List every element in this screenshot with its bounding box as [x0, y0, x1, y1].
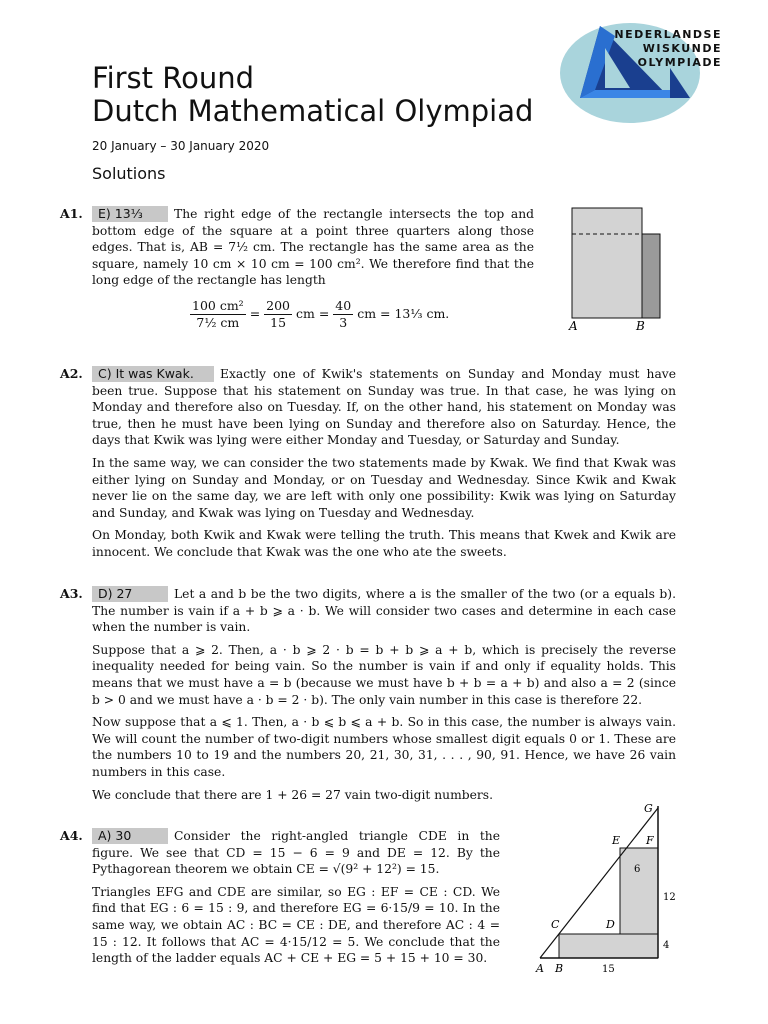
formula-equals: = — [249, 306, 261, 321]
label-e: E — [612, 834, 621, 847]
a4-paragraph-2: Triangles EFG and CDE are similar, so EG : EF = CE : CD. We find that EG : 6 = 15 : 9, and therefore EG = 6·15/9 = 10. In the same way, we obtain AC : BC = CE : DE, and therefore AC : 4 = 15 : 12. It follows that AC = 4·15/12 = 5. We conclude that the length of the ladder equals AC + CE + EG = 5 + 15 + 10 = 30. — [92, 884, 500, 966]
lower-box — [559, 934, 658, 958]
label-a: A — [569, 319, 578, 333]
a3-paragraph-3: Now suppose that a ⩽ 1. Then, a · b ⩽ b ⩽ a + b. So in this case, the number is always vain. We will count the number of two-digit numbers whose smallest digit equals 0 or 1. These are the numbers 10 to 19 and the numbers 20, 21, 30, 31, . . . , 90, 91. Hence, we have 26 vain numbers in this case. — [92, 715, 676, 779]
question-label-a2: A2. — [60, 366, 83, 381]
olympiad-logo — [560, 18, 750, 128]
question-a2-text — [92, 366, 676, 567]
a2-paragraph-1: Exactly one of Kwik's statements on Sunday and Monday must have been true. Suppose that his statement on Sunday was true. In that case, he was lying on Monday and therefore also on Tuesday. If, on the other hand, his statement on Monday was true, then he must have been lying on Sunday and therefore also on Saturday. Hence, the days that Kwik was lying were either Monday and Tuesday, or Saturday and Sunday. — [92, 367, 676, 448]
label-d: D — [606, 918, 615, 931]
formula-fraction-3: $\frac{40}{3}$ — [335, 298, 352, 330]
title-line-1: First Round — [92, 61, 255, 95]
formula-fraction-1: $\frac{\text{100 cm²}}{\text{7½ cm}}$ — [192, 298, 244, 330]
question-label-a1: A1. — [60, 206, 83, 221]
a3-paragraph-1: Let a and b be the two digits, where a is the smaller of the two (or a equals b). The number is vain if a + b ⩾ a · b. We will consider two cases and determine in each case when the number is vain. — [92, 587, 676, 635]
upper-box — [620, 848, 658, 934]
answer-badge-a3: D) 27 — [92, 586, 168, 602]
a3-paragraph-2: Suppose that a ⩾ 2. Then, a · b ⩾ 2 · b = b + b ⩾ a + b, which is precisely the reverse inequality needed for being vain. So the number is vain if and only if equality holds. This means that we must have a = b (because we must have b + b = a + b) and also a = 2 (since b > 0 and we must have a · b = 2 · b). The only vain number in this case is therefore 22. — [92, 642, 676, 707]
length-6: 6 — [634, 864, 641, 875]
rectangle-shape — [642, 234, 660, 318]
a1-formula — [190, 298, 449, 331]
length-12: 12 — [663, 892, 676, 903]
section-heading: Solutions — [92, 164, 166, 183]
formula-tail: cm = 13⅓ cm. — [357, 306, 450, 321]
a4-figure — [528, 798, 688, 978]
formula-fraction-2: $\frac{200}{15}$ — [266, 298, 291, 330]
a1-figure — [560, 200, 670, 336]
logo-text-2: WISKUNDE — [642, 42, 722, 55]
a2-paragraph-2: In the same way, we can consider the two statements made by Kwak. We find that Kwak was either lying on Sunday and Monday, or on Tuesday and Wednesday. Since Kwik and Kwak never lie on the same day, we are left with only one possibility: Kwik was lying on Saturday and Sunday, and Kwak was lying on Tuesday and Wednesday. — [92, 455, 676, 520]
logo-text-1: NEDERLANDSE — [614, 28, 722, 41]
label-a: A — [536, 962, 544, 975]
label-b: B — [555, 962, 564, 975]
label-g: G — [644, 802, 653, 815]
label-b: B — [636, 319, 645, 333]
length-4: 4 — [663, 940, 670, 951]
question-a1-text — [92, 206, 534, 295]
question-a3-text — [92, 586, 676, 809]
a4-paragraph-1: Consider the right-angled triangle CDE in the figure. We see that CD = 15 − 6 = 9 and DE = 12. By the Pythagorean theorem we obtain CE = √(9² + 12²) = 15. — [92, 829, 500, 877]
length-15: 15 — [602, 964, 615, 975]
answer-badge-a1: E) 13⅓ — [92, 206, 168, 222]
date-range: 20 January – 30 January 2020 — [92, 139, 270, 153]
question-label-a4: A4. — [60, 828, 83, 843]
a3-paragraph-4: We conclude that there are 1 + 26 = 27 vain two-digit numbers. — [92, 787, 494, 802]
label-f: F — [646, 834, 654, 847]
a2-paragraph-3: On Monday, both Kwik and Kwak were telling the truth. This means that Kwek and Kwik are innocent. We conclude that Kwak was the one who ate the sweets. — [92, 528, 676, 559]
square-shape — [572, 208, 642, 318]
formula-middle: cm = — [296, 306, 330, 321]
a1-paragraph: The right edge of the rectangle intersects the top and bottom edge of the square at a point three quarters along those edges. That is, AB = 7½ cm. The rectangle has the same area as the square, namely 10 cm × 10 cm = 100 cm². We therefore find that the long edge of the rectangle has length — [92, 207, 534, 288]
answer-badge-a2: C) It was Kwak. — [92, 366, 214, 382]
logo-text-3: OLYMPIADE — [637, 56, 722, 69]
title-line-2: Dutch Mathematical Olympiad — [92, 94, 534, 128]
page-title — [92, 62, 533, 128]
answer-badge-a4: A) 30 — [92, 828, 168, 844]
question-a4-text — [92, 828, 500, 973]
label-c: C — [551, 918, 560, 931]
question-label-a3: A3. — [60, 586, 83, 601]
